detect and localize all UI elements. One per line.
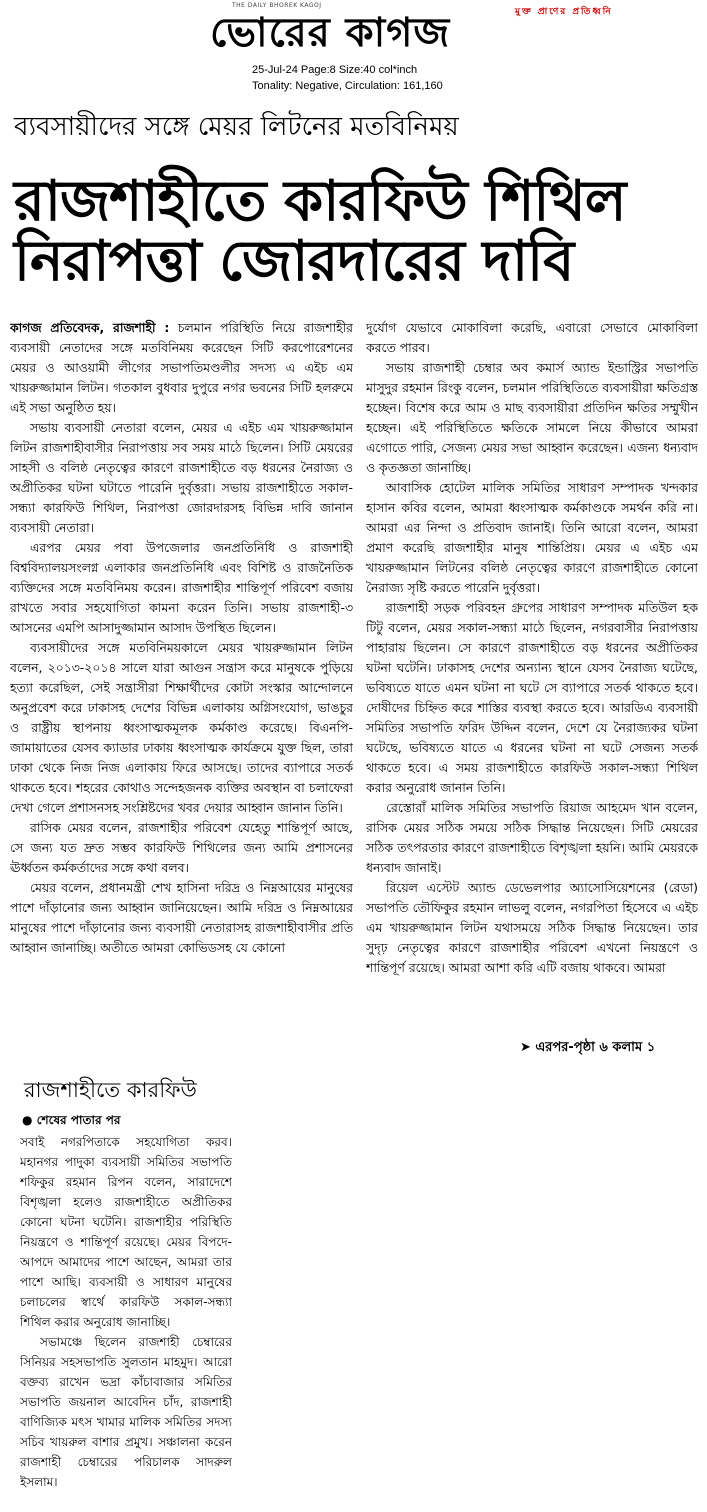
continuation-paragraph: সবাই নগরপিতাকে সহযোগিতা করব। মহানগর পাদুকা ব্যবসায়ী সমিতির সভাপতি শফিকুর রহমান রিপন বলেন, সারাদেশে বিশৃঙ্খলা হলেও রাজশাহীতে অপ্রীতিকর কোনো ঘটনা ঘটেনি। রাজশাহীর পরিস্থিতি নিয়ন্ত্রণে ও শান্তিপূর্ণ রয়েছে। মেয়র বিপদে-আপদে আমাদের পাশে আছেন, আমরা তার পাশে আছি। ব্যবসায়ী ও সাধারণ মানুষের চলাচলের স্বার্থে কারফিউ সকাল-সন্ধ্যা শিথিল করার অনুরোধ জানাচ্ছি।: [20, 1135, 232, 1329]
headline-line-2: নিরাপত্তা জোরদারের দাবি: [14, 229, 574, 294]
article-paragraph: দুর্যোগ যেভাবে মোকাবিলা করেছি, এবারো সেভাবে মোকাবিলা করতে পারব।: [366, 320, 698, 355]
article-paragraph: সভায় রাজশাহী চেম্বার অব কমার্স অ্যান্ড ইন্ডাস্ট্রির সভাপতি মাসুদুর রহমান রিংকু বলেন, চলমান পরিস্থিতিতে ব্যবসায়ীরা ক্ষতিগ্রস্ত হচ্ছেন। বিশেষ করে আম ও মাছ ব্যবসায়ীরা প্রতিদিন ক্ষতির সম্মুখীন হচ্ছেন। এই পরিস্থিতিতে ক্ষতিকে সামলে নিয়ে কীভাবে আমরা এগোতে পারি, সেজন্য মেয়র সভা আহ্বান করেছেন। এজন্য ধন্যবাদ ও কৃতজ্ঞতা জানাচ্ছি।: [366, 360, 698, 475]
article-paragraph: কাগজ প্রতিবেদক, রাজশাহী : চলমান পরিস্থিতি নিয়ে রাজশাহীর ব্যবসায়ী নেতাদের সঙ্গে মতবিনিময় করেছেন সিটি করপোরেশনের মেয়র ও আওয়ামী লীগের সভাপতিমণ্ডলীর সদস্য এ এইচ এম খায়রুজ্জামান লিটন। গতকাল বুধবার দুপুরে নগর ভবনের সিটি হলরুমে এই সভা অনুষ্ঠিত হয়।: [10, 320, 353, 415]
article-paragraph: ব্যবসায়ীদের সঙ্গে মতবিনিময়কালে মেয়র খায়রুজ্জামান লিটন বলেন, ২০১৩-২০১৪ সালে যারা আগুন সন্ত্রাস করে মানুষকে পুড়িয়ে হত্যা করেছিল, সেই সন্ত্রাসীরা শিক্ষার্থীদের কোটা সংস্কার আন্দোলনে অনুপ্রবেশ করে ঢাকাসহ দেশের বিভিন্ন এলাকায় অগ্নিসংযোগ, ভাঙচুর ও রাষ্ট্রীয় স্থাপনায় ধ্বংসাত্মকমূলক কর্মকাণ্ড করেছে। বিএনপি-জামায়াতের যেসব ক্যাডার ঢাকায় ধ্বংসাত্মক কার্যক্রমে যুক্ত ছিল, তারা ঢাকা থেকে নিজ নিজ এলাকায় ফিরে আসছে। তাদের ব্যাপারে সতর্ক থাকতে হবে। শহরের কোথাও সন্দেহজনক ব্যক্তির অবস্থান বা চলাফেরা দেখা গেলে প্রশাসনসহ সংশ্লিষ্টদের খবর দেয়ার আহ্বান জানান তিনি।: [10, 640, 353, 815]
continuation-paragraph: সভামঞ্চে ছিলেন রাজশাহী চেম্বারের সিনিয়র সহসভাপতি সুলতান মাহমুদ। আরো বক্তব্য রাখেন ভদ্রা কাঁচাবাজার সমিতির সভাপতি জয়নাল আবেদিন চাঁদ, রাজশাহী বাণিজ্যিক মৎস খামার মালিক সমিতির সদস্য সচিব খায়রুল বাশার প্রমুখ। সঞ্চালনা করেন রাজশাহী চেম্বারের পরিচালক সাদরুল ইসলাম।: [20, 1335, 232, 1489]
article-paragraph: মেয়র বলেন, প্রধানমন্ত্রী শেখ হাসিনা দরিদ্র ও নিম্নআয়ের মানুষের পাশে দাঁড়ানোর জন্য আহ্বান জানিয়েছেন। আমি দরিদ্র ও নিম্নআয়ের মানুষের পাশে দাঁড়ানোর জন্য ব্যবসায়ী নেতারাসহ রাজশাহীবাসীর প্রতি আহ্বান জানাচ্ছি। অতীতে আমরা কোভিডসহ যে কোনো: [10, 880, 353, 955]
clip-info: [252, 62, 443, 94]
article-kicker: ব্যবসায়ীদের সঙ্গে মেয়র লিটনের মতবিনিময়: [14, 112, 459, 142]
continuation-column: [20, 1132, 232, 1492]
newspaper-logo: ভোরের কাগজ: [210, 9, 451, 56]
article-paragraph: রাজশাহী সড়ক পরিবহন গ্রুপের সাধারণ সম্পাদক মতিউল হক টিটু বলেন, মেয়র সকাল-সন্ধ্যা মাঠে ছিলেন, নগরবাসীর নিরাপত্তায় পাহারায় ছিলেন। সে কারণে রাজশাহীতে বড় ধরনের অপ্রীতিকর ঘটনা ঘটেনি। ঢাকাসহ দেশের অন্যান্য স্থানে যেসব নৈরাজ্য ঘটেছে, ভবিষ্যতে যাতে এমন ঘটনা না ঘটে সে ব্যাপারে সতর্ক থাকতে হবে। দোষীদের চিহ্নিত করে শাস্তির ব্যবস্থা করতে হবে। আরডিএ ব্যবসায়ী সমিতির সভাপতি ফরিদ উদ্দিন বলেন, দেশে যে নৈরাজ্যকর ঘটনা ঘটেছে, ভবিষ্যতে যাতে এ ধরনের ঘটনা না ঘটে সেজন্য সতর্ক থাকতে হবে। এ সময় রাজশাহীতে কারফিউ সকাল-সন্ধ্যা শিথিল করার অনুরোধ জানান তিনি।: [366, 600, 698, 795]
headline-line-1: রাজশাহীতে কারফিউ শিথিল: [14, 169, 626, 234]
article-column-left: [10, 318, 353, 1048]
article-paragraph: রাসিক মেয়র বলেন, রাজশাহীর পরিবেশ যেহেতু শান্তিপূর্ণ আছে, সে জন্য যত দ্রুত সম্ভব কারফিউ শিথিলের জন্য আমি প্রশাসনের ঊর্ধ্বতন কর্মকর্তাদের সঙ্গে কথা বলব।: [10, 820, 353, 875]
byline: কাগজ প্রতিবেদক, রাজশাহী :: [10, 320, 170, 335]
newspaper-tagline: মুক্ত প্রাণের প্রতিধ্বনি: [515, 7, 613, 17]
continuation-title: রাজশাহীতে কারফিউ: [24, 1078, 197, 1102]
article-paragraph: রেস্তোরাঁ মালিক সমিতির সভাপতি রিয়াজ আহমেদ খান বলেন, রাসিক মেয়র সঠিক সময়ে সঠিক সিদ্ধান্ত নিয়েছেন। সিটি মেয়রের সঠিক তৎপরতার কারণে রাজশাহীতে বিশৃঙ্খলা হয়নি। আমি মেয়রকে ধন্যবাদ জানাই।: [366, 800, 698, 875]
clip-info-line-1: 25-Jul-24 Page:8 Size:40 col*inch: [252, 64, 418, 76]
article-paragraph: আবাসিক হোটেল মালিক সমিতির সাধারণ সম্পাদক খন্দকার হাসান কবির বলেন, আমরা ধ্বংসাত্মক কর্মকাণ্ডকে সমর্থন করি না। আমরা এর নিন্দা ও প্রতিবাদ জানাই। তিনি আরো বলেন, আমরা প্রমাণ করেছি রাজশাহীর মানুষ শান্তিপ্রিয়। মেয়র এ এইচ এম খায়রুজ্জামান লিটনের বলিষ্ঠ নেতৃত্বের কারণে রাজশাহীতে কোনো নৈরাজ্য সৃষ্টি করতে পারেনি দুর্বৃত্তরা।: [366, 480, 698, 595]
continued-from-label: ● শেষের পাতার পর: [22, 1113, 121, 1127]
continued-on-page-note: ➤ এরপর-পৃষ্ঠা ৬ কলাম ১: [520, 1040, 656, 1055]
article-paragraph: সভায় ব্যবসায়ী নেতারা বলেন, মেয়র এ এইচ এম খায়রুজ্জামান লিটন রাজশাহীবাসীর নিরাপত্তায় সব সময় মাঠে ছিলেন। সিটি মেয়রের সাহসী ও বলিষ্ঠ নেতৃত্বের কারণে রাজশাহীতে বড় ধরনের নৈরাজ্য ও অপ্রীতিকর ঘটনা ঘটাতে পারেনি দুর্বৃত্তরা। সভায় রাজশাহীতে সকাল-সন্ধ্যা কারফিউ শিথিল, নিরাপত্তা জোরদারসহ বিভিন্ন দাবি জানান ব্যবসায়ী নেতারা।: [10, 420, 353, 535]
clip-info-line-2: Tonality: Negative, Circulation: 161,160: [252, 80, 443, 92]
article-paragraph: রিয়েল এস্টেট অ্যান্ড ডেভেলপার অ্যাসোসিয়েশনের (রেডা) সভাপতি তৌফিকুর রহমান লাভলু বলেন, নগরপিতা হিসেবে এ এইচ এম খায়রুজ্জামান লিটন যথাসময়ে সঠিক সিদ্ধান্ত নিয়েছেন। তার সুদৃঢ় নেতৃত্বের কারণে রাজশাহীর পরিবেশ এখনো নিয়ন্ত্রণে ও শান্তিপূর্ণ রয়েছে। আমরা আশা করি এটি বজায় থাকবে। আমরা: [366, 880, 698, 975]
article-paragraph: এরপর মেয়র পবা উপজেলার জনপ্রতিনিধি ও রাজশাহী বিশ্ববিদ্যালয়সংলগ্ন এলাকার জনপ্রতিনিধি এবং বিশিষ্ট ও রাজনৈতিক ব্যক্তিদের সঙ্গে মতবিনিময় করেন। রাজশাহীর শান্তিপূর্ণ পরিবেশ বজায় রাখতে সবার সহযোগিতা কামনা করেন তিনি। সভায় রাজশাহী-৩ আসনের এমপি আসাদুজ্জামান আসাদ উপস্থিত ছিলেন।: [10, 540, 353, 635]
article-column-right: [366, 318, 698, 1036]
newspaper-english-name: THE DAILY BHOREK KAGOJ: [232, 2, 322, 9]
